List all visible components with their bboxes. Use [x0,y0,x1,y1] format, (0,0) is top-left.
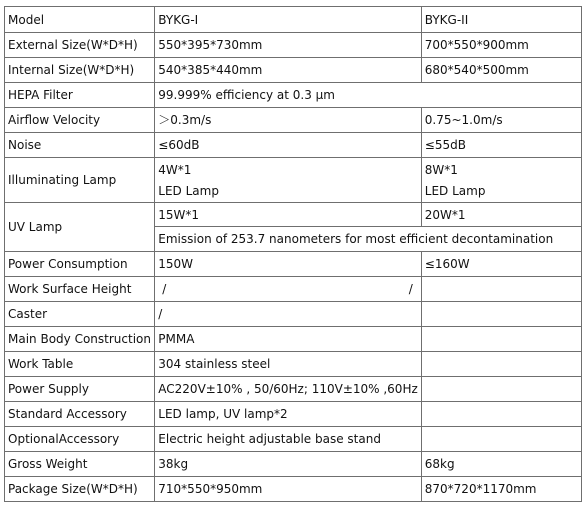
table-row-work-surface-height [5,277,582,302]
table-row-optional-accessory [5,427,582,452]
row-label: Package Size(W*D*H) [5,477,155,502]
table-row-hepa-filter [5,83,582,108]
model-1-value: ＞0.3m/s [155,108,421,133]
row-label: Power Supply [5,377,155,402]
table-row-main-body-construction [5,327,582,352]
shared-value: AC220V±10% , 50/60Hz; 110V±10% ,60Hz [155,377,421,402]
table-row-power-supply [5,377,582,402]
model-1-value: 710*550*950mm [155,477,421,502]
model-2-value: 20W*1 [421,203,581,227]
row-label: Caster [5,302,155,327]
shared-value: / [155,302,421,327]
table-row-work-table [5,352,582,377]
model-1-header: BYKG-I [155,7,421,33]
model-2-value: 700*550*900mm [421,33,581,58]
lamp-type: LED Lamp [158,183,219,198]
table-row-airflow-velocity [5,108,582,133]
row-label: Work Table [5,352,155,377]
model-2-value: ≤160W [421,252,581,277]
model-2-value: 680*540*500mm [421,58,581,83]
model-2-value [421,158,581,203]
model-1-value: 540*385*440mm [155,58,421,83]
row-label: Internal Size(W*D*H) [5,58,155,83]
table-row-model [5,7,582,33]
model-1-value [155,158,421,203]
row-label: Noise [5,133,155,158]
row-label: Illuminating Lamp [5,158,155,203]
model-2-value: 0.75~1.0m/s [421,108,581,133]
row-label: UV Lamp [5,203,155,252]
empty-cell [421,377,581,402]
row-label: Airflow Velocity [5,108,155,133]
empty-cell [421,427,581,452]
shared-value: 99.999% efficiency at 0.3 μm [155,83,582,108]
table-row-caster [5,302,582,327]
row-label: HEPA Filter [5,83,155,108]
shared-value: Electric height adjustable base stand [155,427,421,452]
row-label: Standard Accessory [5,402,155,427]
spec-table [4,6,582,502]
table-row-noise [5,133,582,158]
table-row-external-size [5,33,582,58]
model-2-header: BYKG-II [421,7,581,33]
model-1-value: 38kg [155,452,421,477]
model-1-value: / [155,277,421,302]
empty-cell [421,302,581,327]
model-2-value: 870*720*1170mm [421,477,581,502]
model-1-value: 15W*1 [155,203,421,227]
row-label: OptionalAccessory [5,427,155,452]
shared-value: Emission of 253.7 nanometers for most efficient decontamination [155,227,582,252]
table-row-uv-lamp [5,203,582,227]
lamp-power: 4W*1 [158,162,192,177]
table-row-power-consumption [5,252,582,277]
empty-cell [421,402,581,427]
shared-value: 304 stainless steel [155,352,421,377]
model-2-value: ≤55dB [421,133,581,158]
table-row-internal-size [5,58,582,83]
row-label: Work Surface Height [5,277,155,302]
model-1-value: 150W [155,252,421,277]
lamp-power: 8W*1 [424,162,458,177]
model-2-value-text: / [408,282,413,296]
row-label: Gross Weight [5,452,155,477]
table-row-illuminating-lamp [5,158,582,203]
table-row-package-size [5,477,582,502]
row-label: External Size(W*D*H) [5,33,155,58]
model-2-value: 68kg [421,452,581,477]
model-2-value [408,277,581,302]
row-label: Power Consumption [5,252,155,277]
model-1-value: ≤60dB [155,133,421,158]
model-1-value: 550*395*730mm [155,33,421,58]
table-row-standard-accessory [5,402,582,427]
row-label: Model [5,7,155,33]
table-row-gross-weight [5,452,582,477]
empty-cell [421,327,581,352]
lamp-type: LED Lamp [424,183,486,198]
shared-value: PMMA [155,327,421,352]
empty-cell [421,352,581,377]
shared-value: LED lamp, UV lamp*2 [155,402,421,427]
row-label: Main Body Construction [5,327,155,352]
